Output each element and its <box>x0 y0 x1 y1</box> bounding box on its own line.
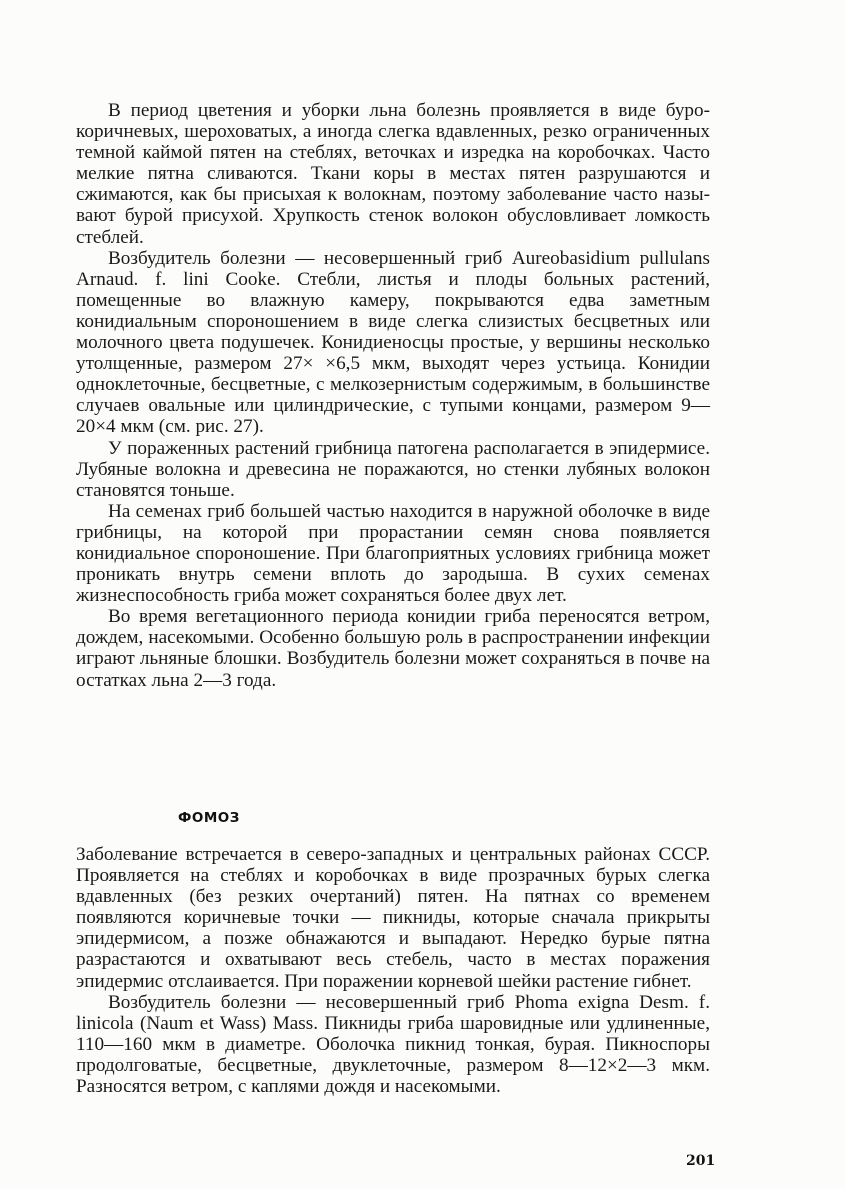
paragraph: Заболевание встречается в северо-западных и центральных районах СССР. Проявляется на стеблях и коробочках в виде прозрачных бурых слегка вдавленных (без резких очертаний) пятен. На пятнах со временем появляются коричневые точки — пикниды, которые сначала прикрыты эпидермисом, а позже обнажаются и выпадают. Нередко бурые пятна разрастаются и охватывают весь стебель, часто в местах поражения эпидермис отслаивается. При поражении корневой шейки растение гибнет. <box>76 844 710 992</box>
paragraph: У пораженных растений грибница патогена располагается в эпидермисе. Лубяные волокна и древесина не поражаются, но стенки лубяных волокон становятся тоньше. <box>76 437 710 501</box>
paragraph: Возбудитель болезни — несовершенный гриб Aureobasidium pullulans Arnaud. f. lini Cooke. Стебли, листья и плоды больных растений, помещенные во влажную камеру, покрываются едва заметным конидиальным спороношением в виде слегка слизистых бесцветных или молочного цвета подушечек. Конидиеносцы простые, у вершины несколько утолщенные, размером 27× ×6,5 мкм, выходят через устьица. Конидии одноклеточные, бесцветные, с мелкозернистым содержимым, в большинстве случаев овальные или цилиндрические, с тупыми концами, размером 9—20×4 мкм (см. рис. 27). <box>76 247 710 438</box>
paragraph: На семенах гриб большей частью находится в наружной оболочке в виде грибницы, на которой при прорастании семян снова появляется конидиальное спороношение. При благоприятных условиях грибница может проникать внутрь семени вплоть до зародыша. В сухих семенах жизнеспособность гриба может сохраняться более двух лет. <box>76 500 710 607</box>
section-heading-fomoz: ФОМОЗ <box>178 810 240 826</box>
paragraph: В период цветения и уборки льна болезнь проявляется в виде буро-коричневых, шероховатых, а иногда слегка вдавленных, резко ограниченных темной каймой пятен на стеблях, веточках и изредка на коробочках. Часто мелкие пятна сливаются. Ткани коры в местах пятен разрушаются и сжимаются, как бы присыхая к волокнам, поэтому заболевание часто называют бурой присухой. Хрупкость стенок волокон обусловливает ломкость стеблей. <box>76 100 710 248</box>
section-bruzhnaya-prisukha-text <box>76 100 710 691</box>
paragraph: Во время вегетационного периода конидии гриба переносятся ветром, дождем, насекомыми. Особенно большую роль в распространении инфекции играют льняные блошки. Возбудитель болезни может сохраняться в почве на остатках льна 2—3 года. <box>76 606 710 691</box>
section-fomoz-text <box>76 844 710 1097</box>
paragraph: Возбудитель болезни — несовершенный гриб Phoma exigna Desm. f. linicola (Naum et Wass) Mass. Пикниды гриба шаровидные или удлиненные, 110—160 мкм в диаметре. Оболочка пикнид тонкая, бурая. Пикноспоры продолговатые, бесцветные, двуклеточные, размером 8—12×2—3 мкм. Разносятся ветром, с каплями дождя и насекомыми. <box>76 991 710 1098</box>
page-number: 201 <box>686 1153 716 1169</box>
